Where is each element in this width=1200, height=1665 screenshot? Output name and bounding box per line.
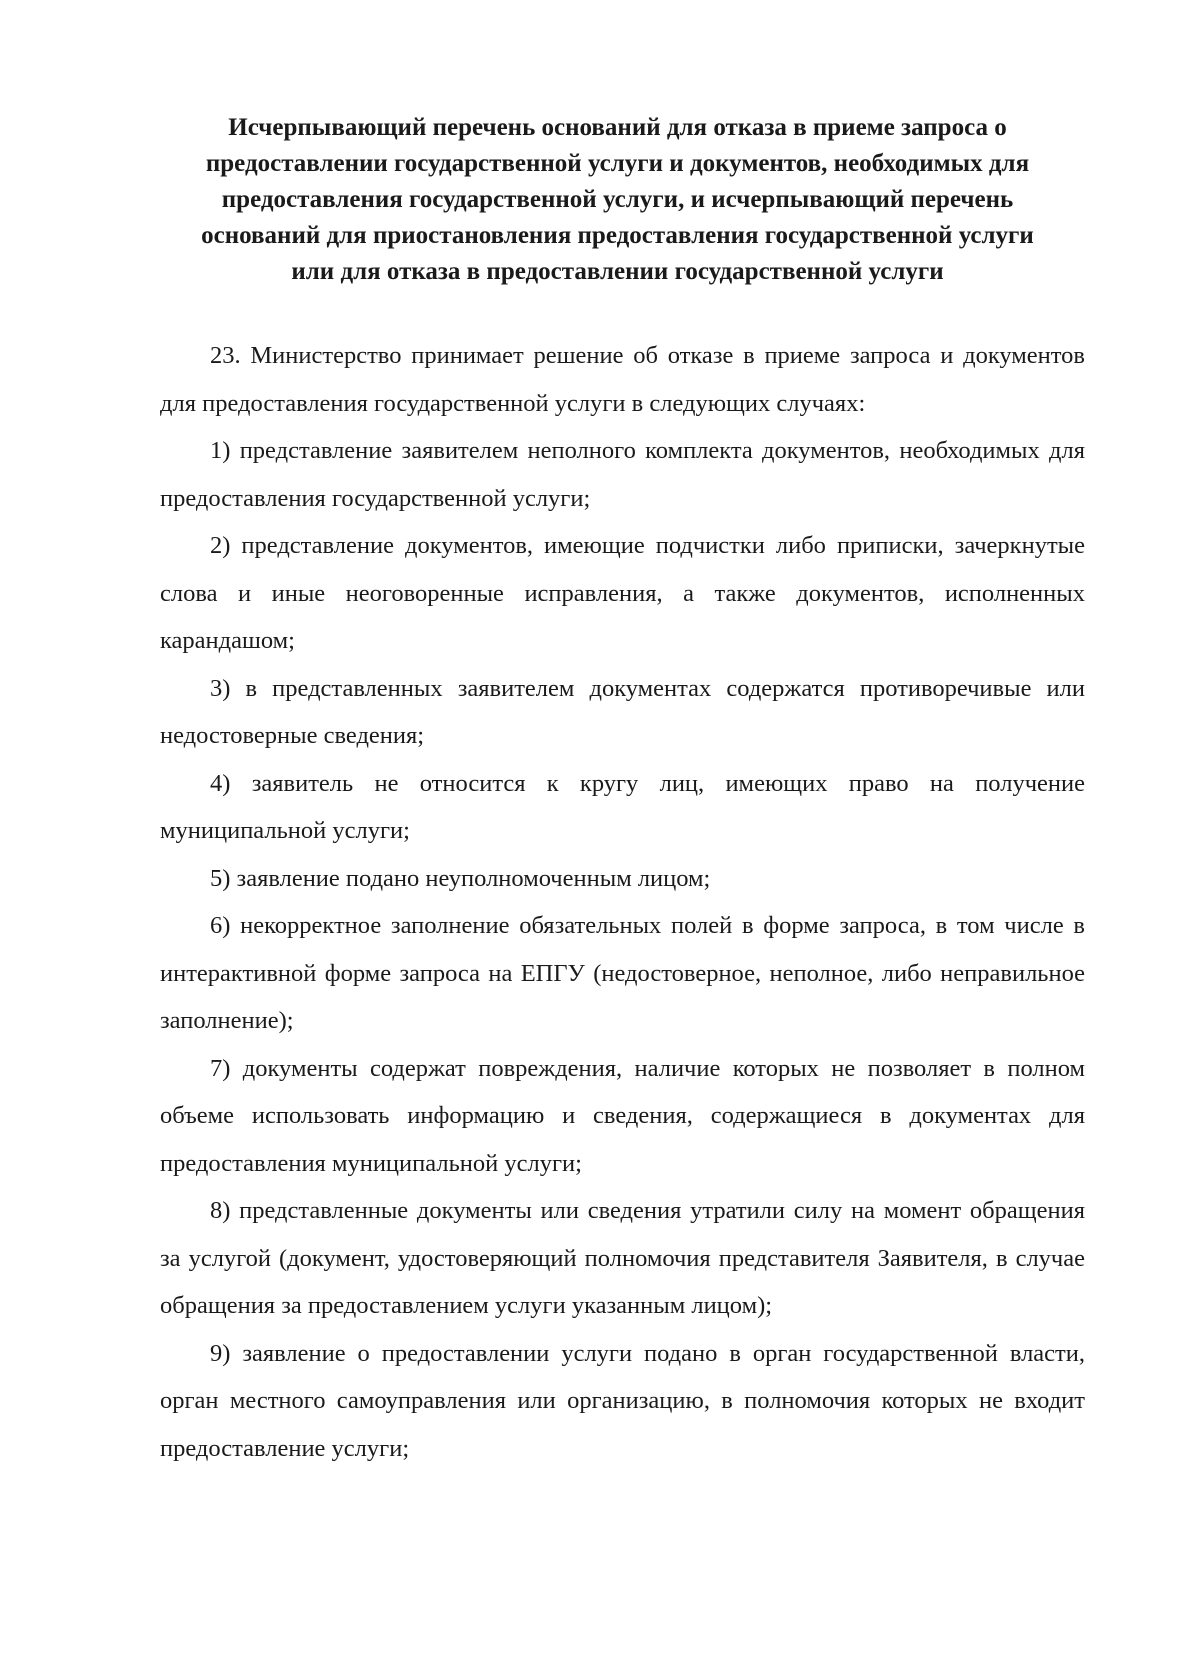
body-text: [160, 332, 1085, 1472]
list-item-2: 2) представление документов, имеющие подчистки либо приписки, зачеркнутые слова и иные неоговоренные исправления, а также документов, исполненных карандашом;: [160, 532, 1085, 654]
heading-line-1: Исчерпывающий перечень оснований для отказа в приеме запроса о: [228, 114, 1007, 141]
heading-line-3: предоставления государственной услуги, и исчерпывающий перечень: [221, 186, 1014, 213]
list-item-6: 6) некорректное заполнение обязательных полей в форме запроса, в том числе в интерактивной форме запроса на ЕПГУ (недостоверное, неполное, либо неправильное заполнение);: [160, 912, 1085, 1034]
list-item-4: 4) заявитель не относится к кругу лиц, имеющих право на получение муниципальной услуги;: [160, 769, 1085, 844]
heading-line-5: или для отказа в предоставлении государственной услуги: [291, 258, 944, 285]
paragraph-23-intro: 23. Министерство принимает решение об отказе в приеме запроса и документов для предоставления государственной услуги в следующих случаях:: [160, 342, 1085, 417]
list-item-5: 5) заявление подано неуполномоченным лицом;: [210, 864, 711, 892]
section-heading: [150, 110, 1085, 290]
heading-line-4: оснований для приостановления предоставления государственной услуги: [201, 222, 1034, 249]
list-item-9: 9) заявление о предоставлении услуги подано в орган государственной власти, орган местного самоуправления или организацию, в полномочия которых не входит предоставление услуги;: [160, 1339, 1085, 1462]
list-item-7: 7) документы содержат повреждения, наличие которых не позволяет в полном объеме использовать информацию и сведения, содержащиеся в документах для предоставления муниципальной услуги;: [160, 1054, 1085, 1177]
heading-line-2: предоставлении государственной услуги и документов, необходимых для: [205, 150, 1030, 177]
list-item-1: 1) представление заявителем неполного комплекта документов, необходимых для предоставления государственной услуги;: [160, 437, 1085, 512]
list-item-3: 3) в представленных заявителем документах содержатся противоречивые или недостоверные сведения;: [160, 674, 1085, 749]
list-item-8: 8) представленные документы или сведения утратили силу на момент обращения за услугой (документ, удостоверяющий полномочия представителя Заявителя, в случае обращения за предоставлением услуги указанным лицом);: [160, 1197, 1085, 1319]
